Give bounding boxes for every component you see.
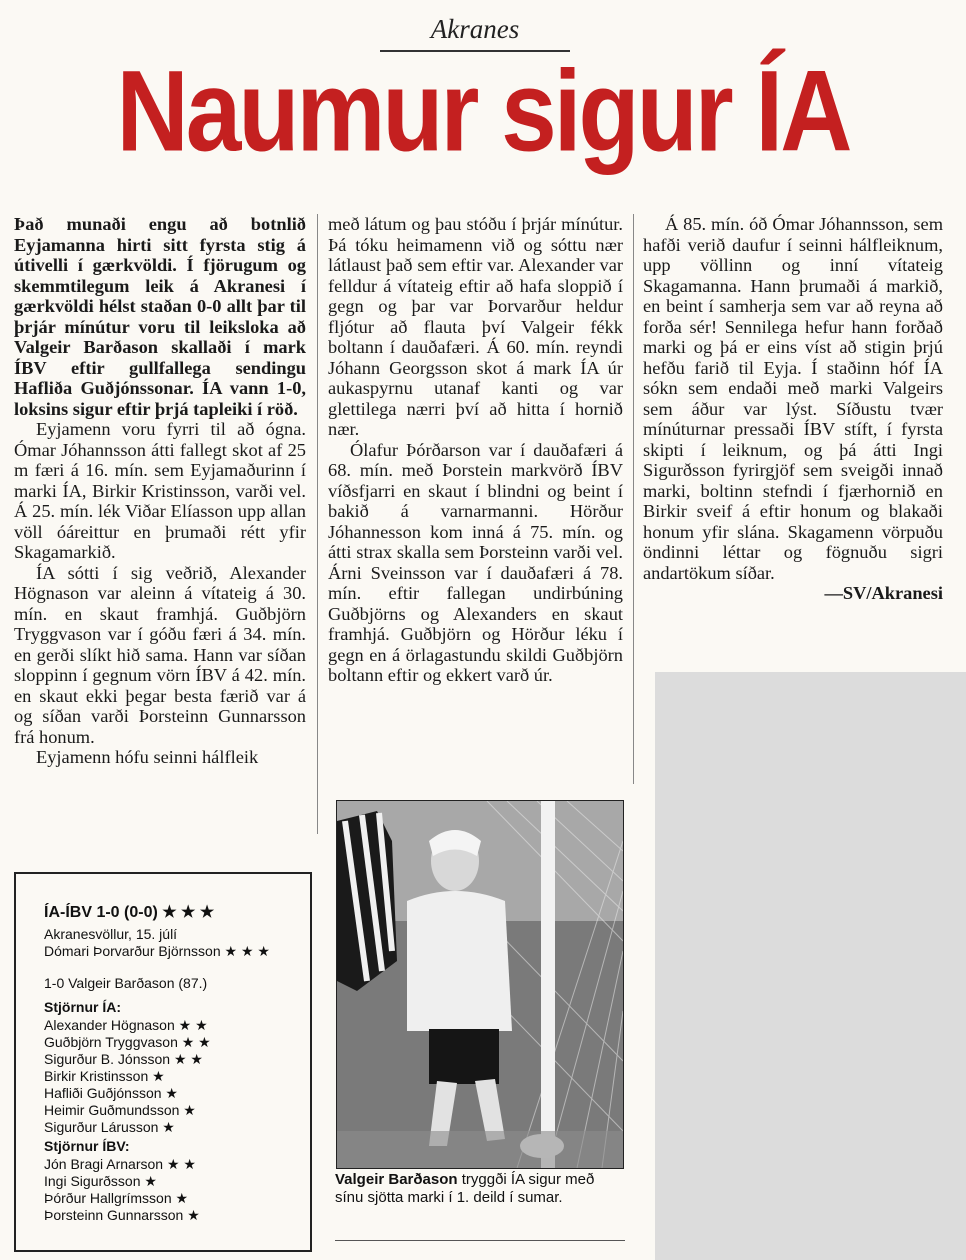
paragraph: ÍA sótti í sig veðrið, Alexander Högnason var aleinn á vítateig á 30. mín. en skaut framhjá. Guðbjörn Tryggvason var í góðu færi á 34. mín. en gerði slíkt hið sama. Hann var síðan sloppinn í gegnum vörn ÍBV á 42. mín. en skaut ekki þegar besta færið var á og síðan varði Þorsteinn Gunnarsson frá honum. (14, 562, 306, 747)
star-player: Heimir Guðmundsson ★ (44, 1102, 196, 1118)
paragraph: Eyjamenn hófu seinni hálfleik (36, 747, 259, 767)
photo-caption (335, 1171, 625, 1207)
star-player: Jón Bragi Arnarson ★ ★ (44, 1156, 196, 1172)
star-player: Birkir Kristinsson ★ (44, 1068, 165, 1084)
match-facts-box (14, 872, 312, 1252)
star-player: Hafliði Guðjónsson ★ (44, 1085, 178, 1101)
match-goal: 1-0 Valgeir Barðason (87.) (44, 975, 208, 991)
match-photo (336, 800, 624, 1169)
star-player: Ingi Sigurðsson ★ (44, 1173, 157, 1189)
byline: —SV/Akranesi (824, 583, 943, 603)
article-column-1 (14, 214, 306, 768)
match-referee: Dómari Þorvarður Björnsson ★ ★ ★ (44, 943, 270, 959)
star-player: Alexander Högnason ★ ★ (44, 1017, 208, 1033)
column-divider (317, 214, 318, 834)
article-column-2 (328, 214, 623, 686)
match-score: ÍA-ÍBV 1-0 (0-0) ★ ★ ★ (44, 904, 215, 921)
star-player: Guðbjörn Tryggvason ★ ★ (44, 1034, 211, 1050)
caption-rule (335, 1240, 625, 1241)
paragraph: með látum og þau stóðu í þrjár mínútur. Þá tóku heimamenn við og sóttu nær látlaust það sem eftir var. Alexander var felldur á vítateig eftir að hafa sloppið í gegn og þar var Þorvarður heldur fljótur að flauta því Valgeir fékk boltann í dauðafæri. Á 60. mín. reyndi Jóhann Georgsson skot á mark ÍA úr aukaspyrnu utanaf kanti og var glettilega nærri því að hitta í hornið nær. (328, 214, 623, 439)
caption-name: Valgeir Barðason (335, 1171, 458, 1188)
star-player: Sigurður B. Jónsson ★ ★ (44, 1051, 203, 1067)
match-venue: Akranesvöllur, 15. júlí (44, 926, 178, 942)
headline: Naumur sigur ÍA (116, 47, 850, 176)
paragraph: Á 85. mín. óð Ómar Jóhannsson, sem hafði verið daufur í seinni hálfleiknum, upp völlinn og inní vítateig Skagamanna. Hann þrumaði á markið, en beint í samherja sem var að reyna að forða sér! Sennilega hefur hann forðað marki og þá er eins víst að stigin þrjú hefðu farið til Eyja. Í staðinn hóf ÍA sókn sem endaði með marki Valgeirs sem áður var lýst. Síðustu tvær mínúturnar pressaði ÍBV stíft, í fyrsta skipti í leiknum, og þá átti Ingi Sigurðsson fyrirgjöf sem sveigði innað marki, boltinn stefndi í fjærhornið en Birkir sveif á eftir honum og blakaði honum yfir slána. Skagamenn vörpuðu öndinni léttar og fögnuðu sigri andartökum síðar. (643, 214, 943, 583)
star-player: Þórður Hallgrímsson ★ (44, 1190, 189, 1206)
star-player: Sigurður Lárusson ★ (44, 1119, 175, 1135)
caption-text: tryggði ÍA sigur með sínu sjötta marki í 1. deild í sumar. (335, 1171, 595, 1206)
lead-paragraph: Það munaði engu að botnlið Eyjamanna hirti sitt fyrsta stig á útivelli í gærkvöldi. Í fjörugum og skemmtilegum leik á Akranesi í gærkvöldi hélst staðan 0-0 allt þar til þrjár mínútur voru til leiksloka að Valgeir Barðason skallaði í mark ÍBV eftir gullfallega sendingu Hafliða Guðjónssonar. ÍA vann 1-0, loksins sigur eftir þrjá tapleiki í röð. (14, 214, 306, 419)
stars-ia-title: Stjörnur ÍA: (44, 999, 121, 1015)
article-column-3 (643, 214, 943, 604)
stars-ibv-title: Stjörnur ÍBV: (44, 1138, 130, 1154)
paragraph: Eyjamenn voru fyrri til að ógna. Ómar Jóhannsson átti fallegt skot af 25 m færi á 16. mín. sem Eyjamaðurinn í marki ÍA, Birkir Kristinsson, varði vel. Á 25. mín. lék Viðar Elíasson upp allan völl óáreittur en þrumaði rétt yfir Skagamarkið. (14, 419, 306, 562)
star-player: Þorsteinn Gunnarsson ★ (44, 1207, 200, 1223)
column-divider (633, 214, 634, 784)
paragraph: Ólafur Þórðarson var í dauðafæri á 68. mín. með Þorstein markvörð ÍBV víðsfjarri en skaut í blindni og beint í bakið á varnarmanni. Hörður Jóhannesson kom inná á 75. mín. og átti strax skalla sem Þorsteinn varði vel. Árni Sveinsson var í dauðafæri á 78. mín. eftir fallegan undirbúning Guðbjörns og Alexanders en skaut framhjá. Guðbjörn og Hörður léku í gegn en á örlagastundu skildi Guðbjörn boltann eftir og ekkert varð úr. (328, 439, 623, 685)
photo-illustration (337, 801, 623, 1168)
kicker: Akranes (430, 14, 520, 44)
